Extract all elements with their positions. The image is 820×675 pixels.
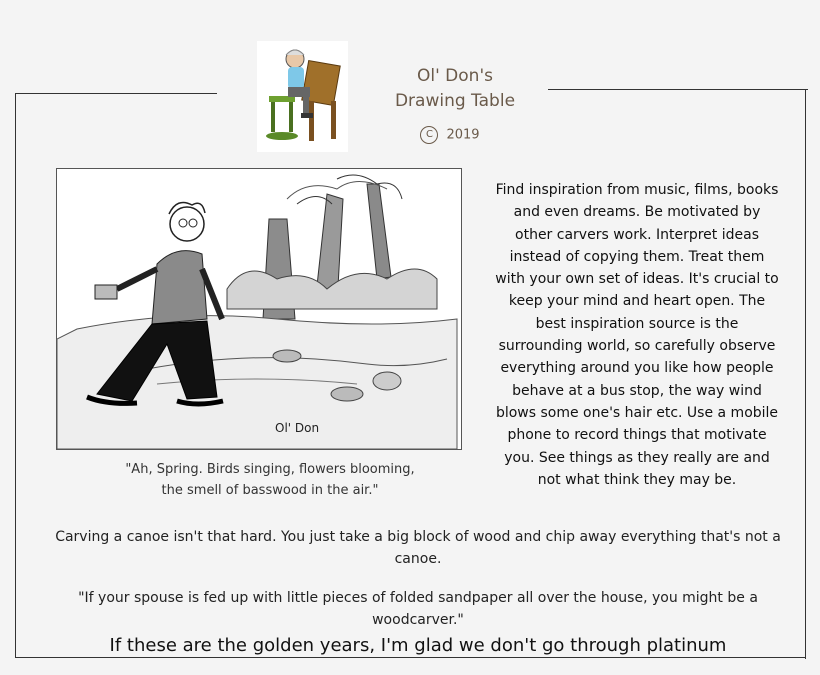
title-line-2: Drawing Table: [394, 91, 516, 111]
frame-top-left-line: [15, 93, 217, 94]
cartoon-image: [56, 168, 462, 450]
caption-line-1: "Ah, Spring. Birds singing, flowers blooming,: [125, 462, 415, 477]
frame-left-line: [15, 93, 16, 658]
copyright-year: 2019: [446, 127, 480, 143]
page-title: [375, 64, 535, 114]
frame-top-right-line: [548, 89, 808, 90]
quote-sandpaper: "If your spouse is fed up with little pieces of folded sandpaper all over the house, you might be a woodcarver.": [78, 590, 758, 628]
caption-line-2: the smell of basswood in the air.": [161, 483, 379, 498]
frame-right-line: [805, 89, 806, 659]
copyright: [410, 126, 490, 144]
cartoon-caption: [100, 459, 440, 501]
title-line-1: Ol' Don's: [417, 66, 493, 86]
logo-image: [257, 41, 348, 152]
quote-golden-years: If these are the golden years, I'm glad we don't go through platinum: [109, 635, 727, 656]
copyright-icon: C: [420, 126, 438, 144]
quote-canoe: Carving a canoe isn't that hard. You just take a big block of wood and chip away everything that's not a canoe.: [55, 529, 781, 567]
cartoon-signature: Ol' Don: [275, 421, 320, 435]
inspiration-paragraph: Find inspiration from music, films, books and even dreams. Be motivated by other carvers work. Interpret ideas instead of copying them. Treat them with your own set of ideas. It's crucial to keep your mind and heart open. The best inspiration source is the surrounding world, so carefully observe everything around you like how people behave at a bus stop, the way wind blows some one's hair etc. Use a mobile phone to record things that motivate you. See things as they really are and not what think they may be.: [495, 182, 779, 488]
